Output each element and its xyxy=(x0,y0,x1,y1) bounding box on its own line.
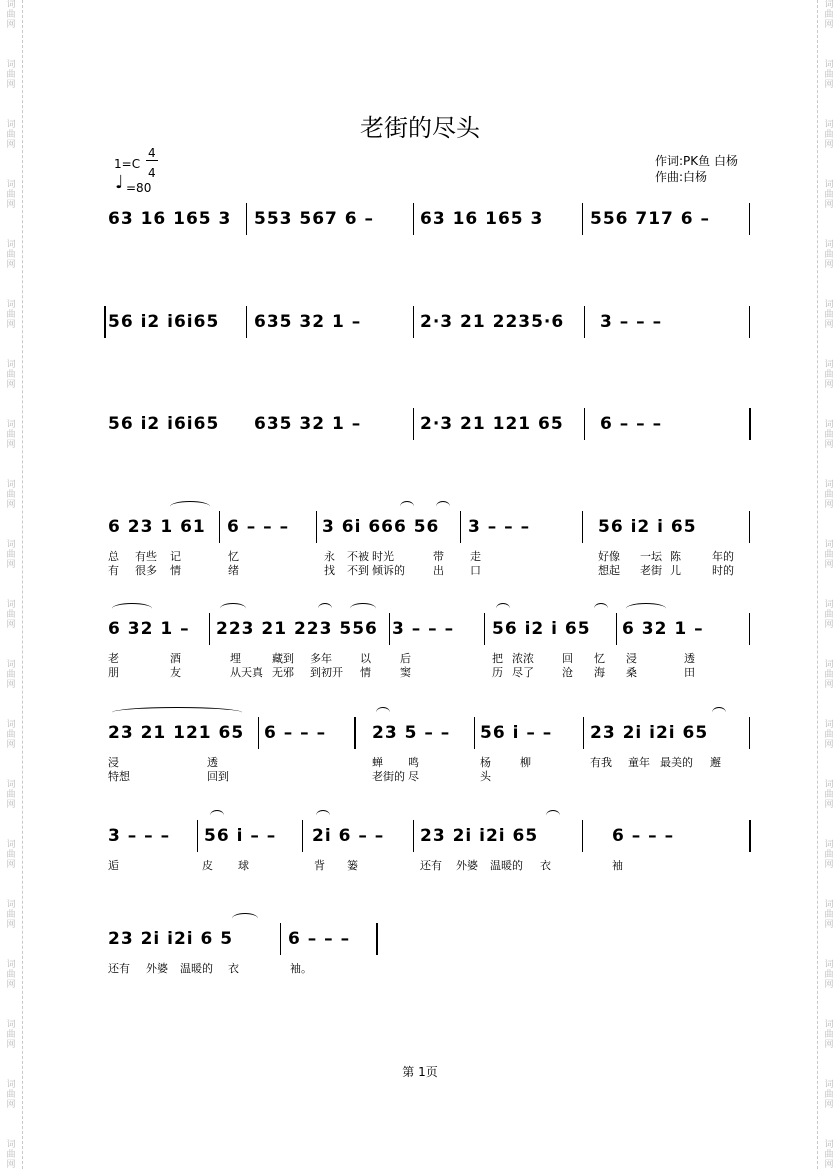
bar-line xyxy=(280,923,281,955)
measure-notes: 6 – – – xyxy=(227,517,290,537)
page-number: 第 1页 xyxy=(402,1065,438,1079)
lyric-syllable: 逅 xyxy=(108,859,119,872)
slur-mark xyxy=(594,603,608,614)
key-signature: 1=C xyxy=(114,157,141,171)
lyric-syllable: 情 xyxy=(360,666,371,679)
measure-notes: 223 21 223 556 xyxy=(216,619,378,639)
bar-line xyxy=(246,203,247,235)
lyric-syllable: 带 xyxy=(433,550,444,563)
bar-line xyxy=(474,717,475,749)
measure-notes: 6 32 1 – xyxy=(108,619,190,639)
lyric-syllable: 皮 xyxy=(202,859,213,872)
lyric-syllable: 有我 xyxy=(590,756,612,769)
lyric-syllable: 时光 xyxy=(372,550,394,563)
lyric-syllable: 找 xyxy=(324,564,335,577)
time-signature-bottom: 4 xyxy=(148,166,156,180)
measure-notes: 56 i2 i 65 xyxy=(492,619,591,639)
lyric-syllable: 想起 xyxy=(598,564,620,577)
lyric-syllable: 友 xyxy=(170,666,181,679)
measure-notes: 556 717 6 – xyxy=(590,209,711,229)
time-signature-top: 4 xyxy=(148,146,156,160)
lyric-syllable: 好像 xyxy=(598,550,620,563)
measure-notes: 553 567 6 – xyxy=(254,209,375,229)
measure-notes: 63 16 165 3 xyxy=(420,209,544,229)
measure-notes: 3 6i 666 56 xyxy=(322,517,440,537)
lyric-syllable: 回到 xyxy=(207,770,229,783)
bar-line xyxy=(246,306,247,338)
measure-notes: 6 – – – xyxy=(264,723,327,743)
bar-line xyxy=(389,613,390,645)
lyric-syllable: 老街的 xyxy=(372,770,405,783)
lyric-syllable: 有 xyxy=(108,564,119,577)
measure-notes: 23 21 121 65 xyxy=(108,723,245,743)
lyric-syllable: 还有 xyxy=(108,962,130,975)
lyric-syllable: 到初开 xyxy=(310,666,343,679)
measure-notes: 56 i2 i 65 xyxy=(598,517,697,537)
slur-mark xyxy=(400,501,414,512)
lyric-syllable: 温暖的 xyxy=(180,962,213,975)
left-watermark: 词 曲 网 词 曲 网 词 曲 网 词 曲 网 词 曲 网 词 曲 网 词 曲 网 词 曲 网 词 曲 网 词 曲 网 词 曲 网 词 曲 网 词 曲 网 词 曲 网 词 曲 网 词 曲 网 词 曲 网 词 曲 网 词 曲 网 词 曲 网 xyxy=(6,0,16,1170)
bar-line xyxy=(413,820,414,852)
measure-notes: 635 32 1 – xyxy=(254,414,362,434)
lyric-syllable: 永 xyxy=(324,550,335,563)
lyric-syllable: 鸣 xyxy=(408,756,419,769)
lyric-syllable: 外婆 xyxy=(456,859,478,872)
bar-line xyxy=(354,717,356,749)
bar-line xyxy=(749,511,750,543)
lyricist-credit: 作词:PK鱼 白杨 xyxy=(655,154,738,168)
bar-line xyxy=(219,511,220,543)
right-dashed-border xyxy=(817,0,818,1169)
quarter-note-icon: ♩ xyxy=(115,172,124,193)
slur-mark xyxy=(170,501,210,512)
slur-mark xyxy=(232,913,258,924)
bar-line xyxy=(302,820,303,852)
bar-line xyxy=(209,613,210,645)
lyric-syllable: 衣 xyxy=(540,859,551,872)
lyric-syllable: 历 xyxy=(492,666,503,679)
slur-mark xyxy=(496,603,510,614)
bar-line xyxy=(376,923,378,955)
slur-mark xyxy=(350,603,376,614)
lyric-syllable: 邂 xyxy=(710,756,721,769)
lyric-syllable: 出 xyxy=(433,564,444,577)
bar-line xyxy=(749,820,751,852)
bar-line xyxy=(413,408,414,440)
measure-notes: 6 – – – xyxy=(288,929,351,949)
lyric-syllable: 老 xyxy=(108,652,119,665)
measure-notes: 2i 6 – – xyxy=(312,826,385,846)
lyric-syllable: 以 xyxy=(360,652,371,665)
lyric-syllable: 老街 xyxy=(640,564,662,577)
lyric-syllable: 特想 xyxy=(108,770,130,783)
lyric-syllable: 埋 xyxy=(230,652,241,665)
lyric-syllable: 头 xyxy=(480,770,491,783)
lyric-syllable: 尽 xyxy=(408,770,419,783)
lyric-syllable: 陈 xyxy=(670,550,681,563)
lyric-syllable: 年的 xyxy=(712,550,734,563)
slur-mark xyxy=(112,603,152,614)
measure-notes: 23 2i i2i 65 xyxy=(590,723,709,743)
bar-line xyxy=(197,820,198,852)
measure-notes: 56 i2 i6i65 xyxy=(108,414,220,434)
lyric-syllable: 口 xyxy=(470,564,481,577)
bar-line xyxy=(749,613,750,645)
tempo-marking: =80 xyxy=(126,181,152,195)
lyric-syllable: 童年 xyxy=(628,756,650,769)
lyric-syllable: 浓浓 xyxy=(512,652,534,665)
measure-notes: 2·3 21 2235·6 xyxy=(420,312,565,332)
bar-line xyxy=(460,511,461,543)
bar-line xyxy=(749,203,750,235)
measure-notes: 23 2i i2i 6 5 xyxy=(108,929,234,949)
lyric-syllable: 无邪 xyxy=(272,666,294,679)
measure-notes: 3 – – – xyxy=(600,312,663,332)
slur-mark xyxy=(210,810,224,821)
lyric-syllable: 从天真 xyxy=(230,666,263,679)
lyric-syllable: 一坛 xyxy=(640,550,662,563)
slur-mark xyxy=(436,501,450,512)
bar-line xyxy=(413,306,414,338)
left-dashed-border xyxy=(22,0,23,1169)
lyric-syllable: 忆 xyxy=(594,652,605,665)
measure-notes: 56 i – – xyxy=(480,723,553,743)
lyric-syllable: 回 xyxy=(562,652,573,665)
measure-notes: 56 i2 i6i65 xyxy=(108,312,220,332)
lyric-syllable: 温暖的 xyxy=(490,859,523,872)
lyric-syllable: 沧 xyxy=(562,666,573,679)
bar-line xyxy=(258,717,259,749)
lyric-syllable: 多年 xyxy=(310,652,332,665)
bar-line xyxy=(316,511,317,543)
measure-notes: 6 32 1 – xyxy=(622,619,704,639)
lyric-syllable: 很多 xyxy=(135,564,157,577)
lyric-syllable: 桑 xyxy=(626,666,637,679)
lyric-syllable: 浸 xyxy=(108,756,119,769)
lyric-syllable: 后 xyxy=(400,652,411,665)
lyric-syllable: 朋 xyxy=(108,666,119,679)
lyric-syllable: 外婆 xyxy=(146,962,168,975)
bar-line xyxy=(104,306,106,338)
score-title: 老街的尽头 xyxy=(360,114,480,142)
bar-line xyxy=(749,306,750,338)
lyric-syllable: 儿 xyxy=(670,564,681,577)
lyric-syllable: 海 xyxy=(594,666,605,679)
lyric-syllable: 酒 xyxy=(170,652,181,665)
lyric-syllable: 袖。 xyxy=(290,962,312,975)
bar-line xyxy=(584,408,585,440)
measure-notes: 56 i – – xyxy=(204,826,277,846)
bar-line xyxy=(749,408,751,440)
lyric-syllable: 时的 xyxy=(712,564,734,577)
slur-mark xyxy=(376,707,390,718)
bar-line xyxy=(616,613,617,645)
lyric-syllable: 透 xyxy=(207,756,218,769)
bar-line xyxy=(582,203,583,235)
lyric-syllable: 倾诉的 xyxy=(372,564,405,577)
right-watermark: 词 曲 网 词 曲 网 词 曲 网 词 曲 网 词 曲 网 词 曲 网 词 曲 网 词 曲 网 词 曲 网 词 曲 网 词 曲 网 词 曲 网 词 曲 网 词 曲 网 词 曲 网 词 曲 网 词 曲 网 词 曲 网 词 曲 网 词 曲 网 xyxy=(824,0,834,1170)
measure-notes: 3 – – – xyxy=(392,619,455,639)
bar-line xyxy=(584,306,585,338)
lyric-syllable: 柳 xyxy=(520,756,531,769)
lyric-syllable: 田 xyxy=(684,666,695,679)
lyric-syllable: 最美的 xyxy=(660,756,693,769)
measure-notes: 6 – – – xyxy=(600,414,663,434)
lyric-syllable: 尽了 xyxy=(512,666,534,679)
lyric-syllable: 绪 xyxy=(228,564,239,577)
lyric-syllable: 情 xyxy=(170,564,181,577)
measure-notes: 635 32 1 – xyxy=(254,312,362,332)
slur-mark xyxy=(316,810,330,821)
slur-mark xyxy=(220,603,246,614)
lyric-syllable: 背 xyxy=(314,859,325,872)
measure-notes: 23 2i i2i 65 xyxy=(420,826,539,846)
measure-notes: 23 5 – – xyxy=(372,723,451,743)
lyric-syllable: 浸 xyxy=(626,652,637,665)
slur-mark xyxy=(712,707,726,718)
lyric-syllable: 还有 xyxy=(420,859,442,872)
bar-line xyxy=(582,511,583,543)
lyric-syllable: 球 xyxy=(238,859,249,872)
bar-line xyxy=(413,203,414,235)
lyric-syllable: 袖 xyxy=(612,859,623,872)
measure-notes: 6 – – – xyxy=(612,826,675,846)
measure-notes: 3 – – – xyxy=(468,517,531,537)
lyric-syllable: 透 xyxy=(684,652,695,665)
lyric-syllable: 总 xyxy=(108,550,119,563)
lyric-syllable: 藏到 xyxy=(272,652,294,665)
lyric-syllable: 把 xyxy=(492,652,503,665)
lyric-syllable: 窦 xyxy=(400,666,411,679)
lyric-syllable: 不被 xyxy=(347,550,369,563)
slur-mark xyxy=(626,603,666,614)
bar-line xyxy=(749,717,750,749)
lyric-syllable: 走 xyxy=(470,550,481,563)
lyric-syllable: 杨 xyxy=(480,756,491,769)
lyric-syllable: 篓 xyxy=(347,859,358,872)
measure-notes: 2·3 21 121 65 xyxy=(420,414,564,434)
bar-line xyxy=(583,717,584,749)
measure-notes: 3 – – – xyxy=(108,826,171,846)
measure-notes: 6 23 1 61 xyxy=(108,517,206,537)
measure-notes: 63 16 165 3 xyxy=(108,209,232,229)
composer-credit: 作曲:白杨 xyxy=(655,170,708,184)
time-signature-line xyxy=(146,160,158,161)
lyric-syllable: 忆 xyxy=(228,550,239,563)
lyric-syllable: 衣 xyxy=(228,962,239,975)
lyric-syllable: 记 xyxy=(170,550,181,563)
bar-line xyxy=(484,613,485,645)
slur-mark xyxy=(112,707,242,718)
lyric-syllable: 蝉 xyxy=(372,756,383,769)
lyric-syllable: 不到 xyxy=(347,564,369,577)
lyric-syllable: 有些 xyxy=(135,550,157,563)
slur-mark xyxy=(546,810,560,821)
bar-line xyxy=(582,820,583,852)
slur-mark xyxy=(318,603,332,614)
